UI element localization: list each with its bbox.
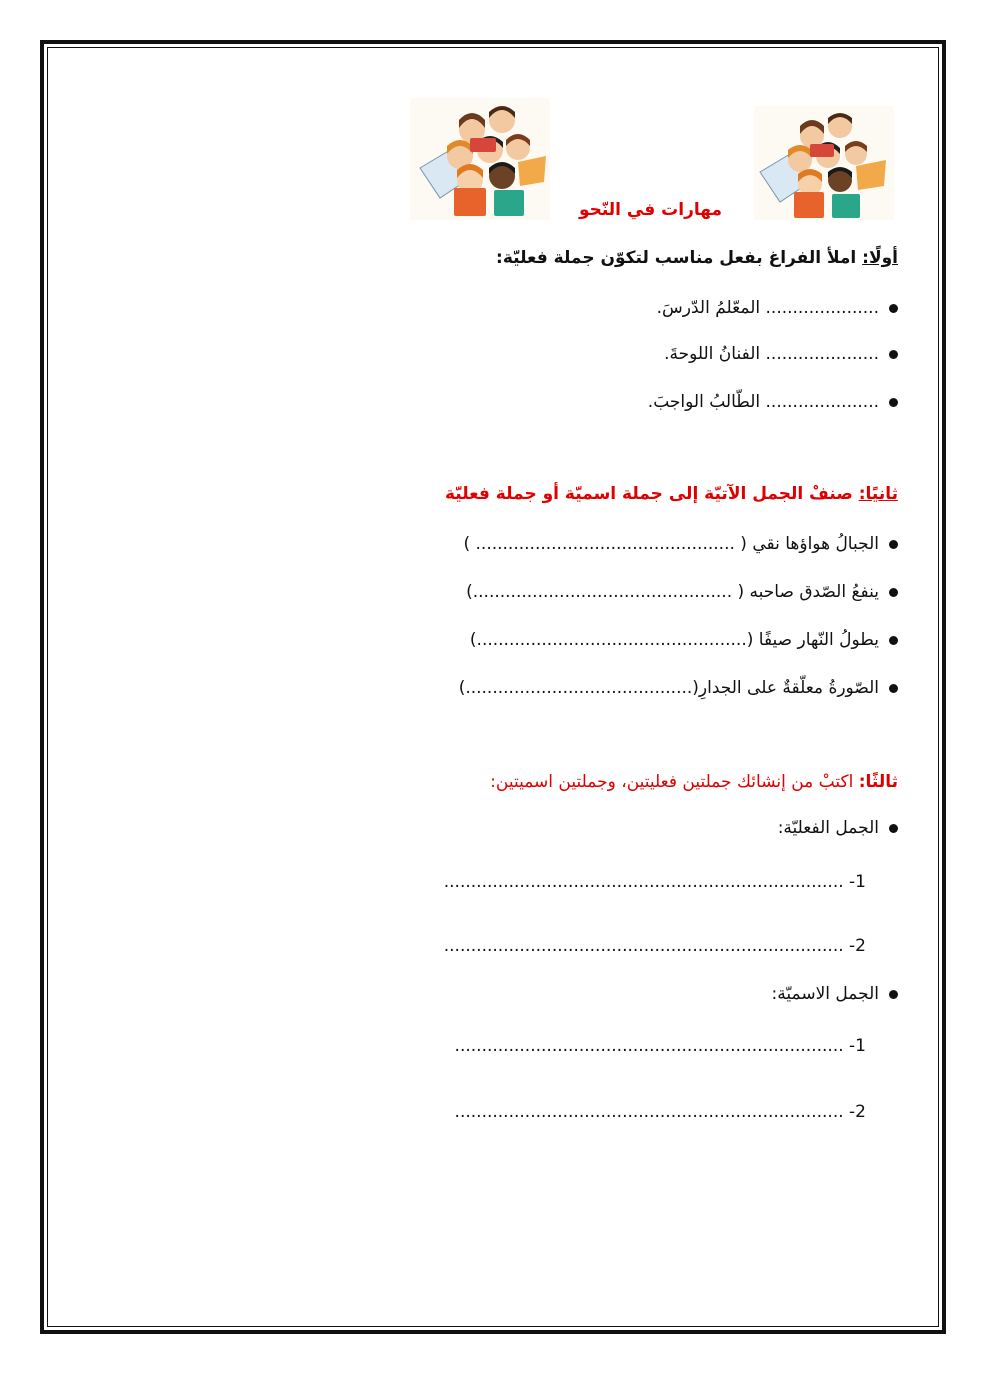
section2-item: الصّورةُ معلّقةٌ على الجدارِ(..........................................) [459,678,898,698]
children-reading-illustration-right [754,106,894,220]
section1-item: ..................... الفنانُ اللوحةَ. [664,344,898,364]
bullet-icon [889,350,898,359]
bullet-icon [889,684,898,693]
bullet-icon [889,636,898,645]
section2-heading-label: ثانيًا: [858,484,898,504]
section2-item: الجبالُ هواؤها نقي ( ................................................ ) [463,534,898,554]
worksheet-title: مهارات في النّحو [578,200,722,220]
section1-heading-text: املأ الفراغ بفعل مناسب لتكوّن جملة فعليّة: [496,248,863,268]
section2-item: يطولُ النّهار صيفًا (..................................................) [470,630,898,650]
bullet-icon [889,540,898,549]
children-reading-illustration-left [410,98,550,220]
verbal-answer-line[interactable]: 1- .......................................................................... [443,872,866,892]
section3-heading [490,772,898,792]
nominal-answer-line[interactable]: 2- ........................................................................ [454,1102,866,1122]
section2-heading-text: صنفْ الجمل الآتيّة إلى جملة اسميّة أو جملة فعليّة [444,484,859,504]
section2-heading [445,484,898,504]
section2-item: ينفعُ الصّدق صاحبه ( ................................................) [466,582,898,602]
nominal-answer-line[interactable]: 1- ........................................................................ [454,1036,866,1056]
bullet-icon [889,588,898,597]
section1-item: ..................... المعّلمُ الدّرسَ. [657,298,898,318]
verbal-answer-line[interactable]: 2- .......................................................................... [443,936,866,956]
bullet-icon [889,824,898,833]
section3-heading-text: اكتبْ من إنشائك جملتين فعليتين، وجملتين اسميتين: [490,772,859,792]
section3-heading-label: ثالثًا: [858,772,898,792]
bullet-icon [889,398,898,407]
section1-heading-label: أولًا: [862,248,898,268]
nominal-sentences-label: الجمل الاسميّة: [772,984,898,1004]
verbal-sentences-label: الجمل الفعليّة: [778,818,898,838]
section1-heading [496,248,898,268]
section1-item: ..................... الطّالبُ الواجبَ. [648,392,898,412]
bullet-icon [889,990,898,999]
bullet-icon [889,304,898,313]
